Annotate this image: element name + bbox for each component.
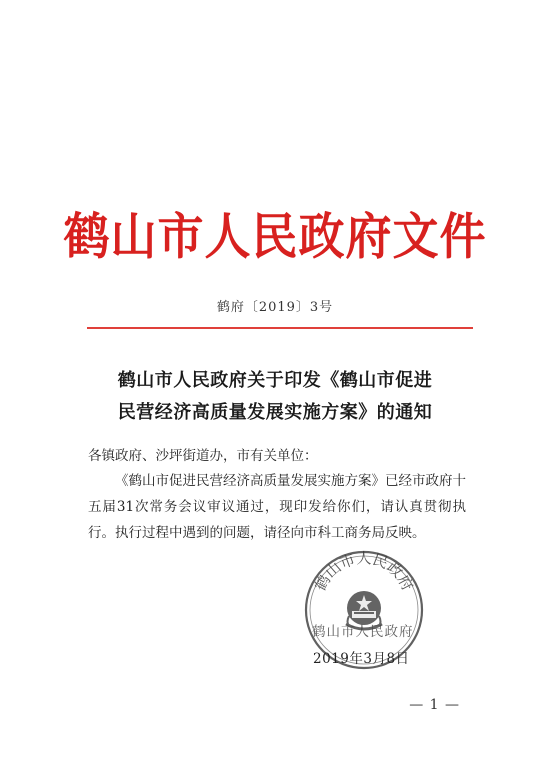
body-paragraph: 《鹤山市促进民营经济高质量发展实施方案》已经市政府十五届31次常务会议审议通过，现印发给你们，请认真贯彻执行。执行过程中遇到的问题，请径向市科工商务局反映。 xyxy=(88,473,466,541)
document-number: 鹤府〔2019〕3号 xyxy=(216,300,334,315)
masthead-title: 鹤山市人民政府文件 xyxy=(63,206,487,266)
notice-title-line-1: 鹤山市人民政府关于印发《鹤山市促进 xyxy=(117,370,433,391)
salutation: 各镇政府、沙坪街道办，市有关单位： xyxy=(88,448,318,464)
issuer-name: 鹤山市人民政府 xyxy=(312,624,414,640)
red-separator-line xyxy=(87,327,473,329)
page-number: — 1 — xyxy=(409,697,460,713)
notice-title xyxy=(0,365,550,429)
seal-ring-text: 鹤山市人民政府 xyxy=(311,549,417,594)
issue-date: 2019年3月8日 xyxy=(313,651,410,667)
notice-title-line-2: 民营经济高质量发展实施方案》的通知 xyxy=(117,402,433,423)
